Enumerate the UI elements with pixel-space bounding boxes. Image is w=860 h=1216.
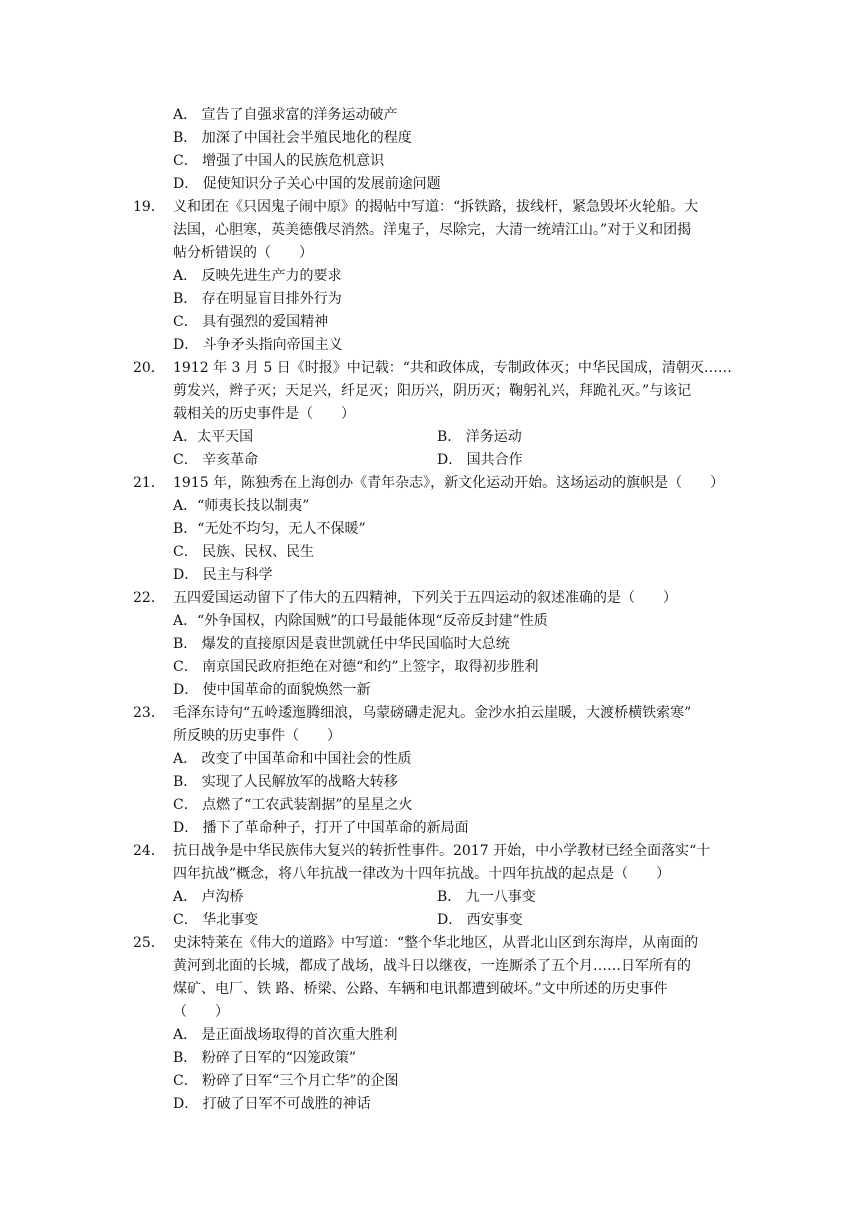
q20-option-c: C． 辛亥革命 [173, 452, 259, 468]
q19-stem-line-2: 法国，心胆寒，英美德俄尽消然。洋鬼子，尽除完，大清一统靖江山。”对于义和团揭 [173, 222, 692, 238]
q25-stem-line-2: 黄河到北面的长城，都成了战场，战斗日以继夜，一连厮杀了五个月……日军所有的 [173, 958, 691, 974]
q21-number: 21． [133, 475, 165, 491]
q23-option-b: B． 实现了人民解放军的战略大转移 [173, 774, 398, 790]
q25-stem-line-1: 史沫特莱在《伟大的道路》中写道：“整个华北地区，从晋北山区到东海岸，从南面的 [173, 935, 699, 951]
q22-number: 22． [133, 590, 165, 606]
q25-number: 25． [133, 935, 165, 951]
q23-stem-line-1: 毛泽东诗句“五岭逶迤腾细浪，乌蒙磅礴走泥丸。金沙水拍云崖暖，大渡桥横铁索寒” [173, 705, 692, 721]
q21-option-c: C． 民族、民权、民生 [173, 544, 315, 560]
q24-option-a: A． 卢沟桥 [173, 889, 244, 905]
q22-option-c: C． 南京国民政府拒绝在对德“和约”上签字，取得初步胜利 [173, 659, 539, 675]
q21-stem-line-1: 1915 年，陈独秀在上海创办《青年杂志》，新文化运动开始。这场运动的旗帜是（ ） [173, 475, 725, 491]
q23-number: 23． [133, 705, 165, 721]
q24-option-d: D． 西安事变 [437, 912, 523, 928]
q20-option-d: D． 国共合作 [437, 452, 523, 468]
q25-option-a: A． 是正面战场取得的首次重大胜利 [173, 1027, 398, 1043]
q20-stem-line-1: 1912 年 3 月 5 日《时报》中记载：“共和政体成，专制政体灭；中华民国成，清朝灭…… [173, 360, 732, 376]
q23-option-c: C． 点燃了“工农武装割据”的星星之火 [173, 797, 413, 813]
q18-option-a: A． 宣告了自强求富的洋务运动破产 [173, 107, 398, 123]
q18-option-b: B． 加深了中国社会半殖民地化的程度 [173, 130, 412, 146]
q19-option-c: C． 具有强烈的爱国精神 [173, 314, 329, 330]
q20-option-a: A．太平天国 [173, 429, 254, 445]
q20-option-b: B． 洋务运动 [437, 429, 522, 445]
q20-stem-line-3: 载相关的历史事件是（ ） [173, 406, 355, 422]
q25-stem-line-3: 煤矿、电厂、铁 路、桥梁、公路、车辆和电讯都遭到破坏。”文中所述的历史事件 [173, 981, 668, 997]
q23-option-d: D． 播下了革命种子，打开了中国革命的新局面 [173, 820, 469, 836]
q19-stem-line-1: 义和团在《只因鬼子闹中原》的揭帖中写道：“拆铁路，拔线杆，紧急毁坏火轮船。大 [173, 199, 699, 215]
q24-option-c: C． 华北事变 [173, 912, 259, 928]
q19-number: 19． [133, 199, 165, 215]
q21-option-b: B．“无处不均匀，无人不保暖” [173, 521, 366, 537]
q21-option-d: D． 民主与科学 [173, 567, 273, 583]
q25-option-d: D． 打破了日军不可战胜的神话 [173, 1096, 371, 1112]
q19-option-d: D． 斗争矛头指向帝国主义 [173, 337, 343, 353]
q24-stem-line-1: 抗日战争是中华民族伟大复兴的转折性事件。2017 开始，中小学教材已经全面落实“十 [173, 843, 711, 859]
q25-option-c: C． 粉碎了日军“三个月亡华”的企图 [173, 1073, 399, 1089]
q22-option-b: B． 爆发的直接原因是袁世凯就任中华民国临时大总统 [173, 636, 510, 652]
q19-stem-line-3: 帖分析错误的（ ） [173, 245, 313, 261]
q24-stem-line-2: 四年抗战”概念，将八年抗战一律改为十四年抗战。十四年抗战的起点是（ ） [173, 866, 671, 882]
q19-option-b: B． 存在明显盲目排外行为 [173, 291, 342, 307]
q23-stem-line-2: 所反映的历史事件（ ） [173, 728, 341, 744]
q21-option-a: A．“师夷长技以制夷” [173, 498, 310, 514]
q25-option-b: B． 粉碎了日军的“囚笼政策” [173, 1050, 357, 1066]
q18-option-d: D． 促使知识分子关心中国的发展前途问题 [173, 176, 441, 192]
q24-option-b: B． 九一八事变 [437, 889, 536, 905]
q18-option-c: C． 增强了中国人的民族危机意识 [173, 153, 385, 169]
q19-option-a: A． 反映先进生产力的要求 [173, 268, 342, 284]
q23-option-a: A． 改变了中国革命和中国社会的性质 [173, 751, 412, 767]
q24-number: 24． [133, 843, 165, 859]
q22-option-d: D． 使中国革命的面貌焕然一新 [173, 682, 371, 698]
q20-number: 20． [133, 360, 165, 376]
q20-stem-line-2: 剪发兴，辫子灭；天足兴，纤足灭；阳历兴，阴历灭；鞠躬礼兴，拜跪礼灭。”与该记 [173, 383, 692, 399]
q22-stem-line-1: 五四爱国运动留下了伟大的五四精神，下列关于五四运动的叙述准确的是（ ） [173, 590, 677, 606]
q22-option-a: A．“外争国权，内除国贼”的口号最能体现“反帝反封建”性质 [173, 613, 548, 629]
q25-stem-line-4: （ ） [173, 1004, 229, 1020]
